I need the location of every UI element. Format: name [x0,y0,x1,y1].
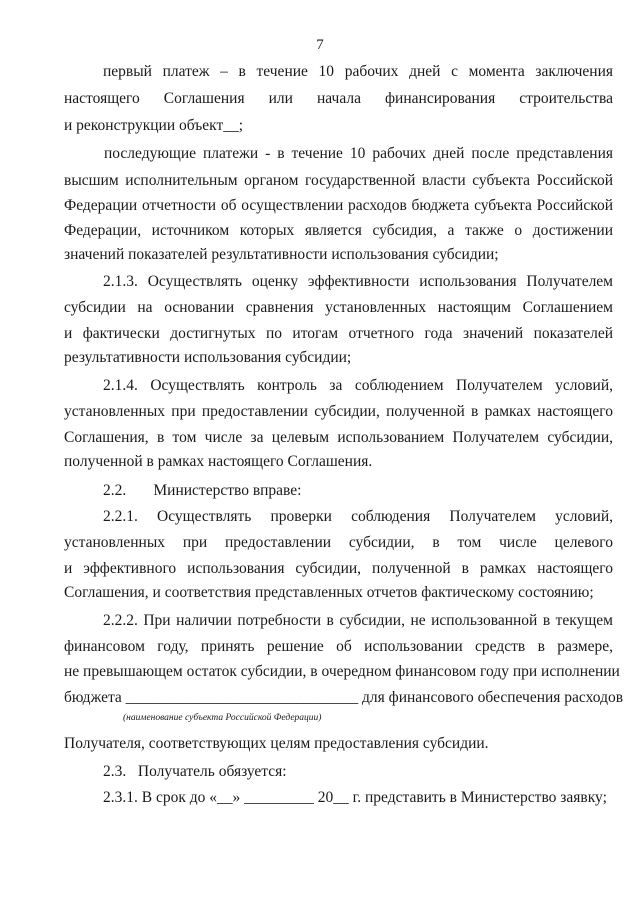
field-caption: (наименование субъекта Российской Федерации) [123,713,322,723]
text-line: финансовом году, принять решение об использовании средств в размере, [64,638,613,655]
text-line: установленных при предоставлении субсидии, полученной в рамках настоящего [64,403,613,420]
text-line: высшим исполнительным органом государственной власти субъекта Российской [64,172,613,189]
text-line: и эффективного использования субсидии, полученной в рамках настоящего [64,560,613,577]
section-heading: 2.3. Получатель обязуется: [103,763,287,780]
text-line: 2.2.2. При наличии потребности в субсидии, не использованной в текущем [103,612,613,629]
text-line: Получателя, соответствующих целям предоставления субсидии. [64,735,489,752]
text-line: последующие платежи - в течение 10 рабочих дней после представления [104,145,613,162]
text-line: установленных при предоставлении субсидии, в том числе целевого [64,534,613,551]
text-line: 2.1.3. Осуществлять оценку эффективности использования Получателем [103,273,613,290]
text-line: результативности использования субсидии; [64,349,352,366]
text-line: и реконструкции объект__; [64,117,244,134]
text-line: бюджета ______________________________ для финансового обеспечения расходов [64,689,624,706]
text-line: первый платеж – в течение 10 рабочих дней с момента заключения [103,63,613,80]
text-line: Соглашения, в том числе за целевым использованием Получателем субсидии, [64,429,613,446]
text-line: субсидии на основании сравнения установленных настоящим Соглашением [64,299,613,316]
text-line: Федерации, источником которых является субсидия, а также о достижении [64,222,613,239]
page-number: 7 [316,37,324,53]
text-line: Соглашения, и соответствия представленных отчетов фактическому состоянию; [64,584,594,601]
text-line: Федерации отчетности об осуществлении расходов бюджета субъекта Российской [64,197,613,214]
text-line: значений показателей результативности использования субсидии; [64,246,499,263]
text-line: настоящего Соглашения или начала финансирования строительства [64,90,613,107]
text-line: 2.3.1. В срок до «__» _________ 20__ г. представить в Министерство заявку; [103,789,607,806]
section-heading: 2.2. Министерство вправе: [103,482,302,499]
text-line: 2.1.4. Осуществлять контроль за соблюдением Получателем условий, [103,377,613,394]
text-line: и фактически достигнутых по итогам отчетного года значений показателей [64,325,613,342]
text-line: полученной в рамках настоящего Соглашения. [64,453,373,470]
text-line: не превышающем остаток субсидии, в очередном финансовом году при исполнении [64,663,620,680]
text-line: 2.2.1. Осуществлять проверки соблюдения Получателем условий, [103,508,613,525]
